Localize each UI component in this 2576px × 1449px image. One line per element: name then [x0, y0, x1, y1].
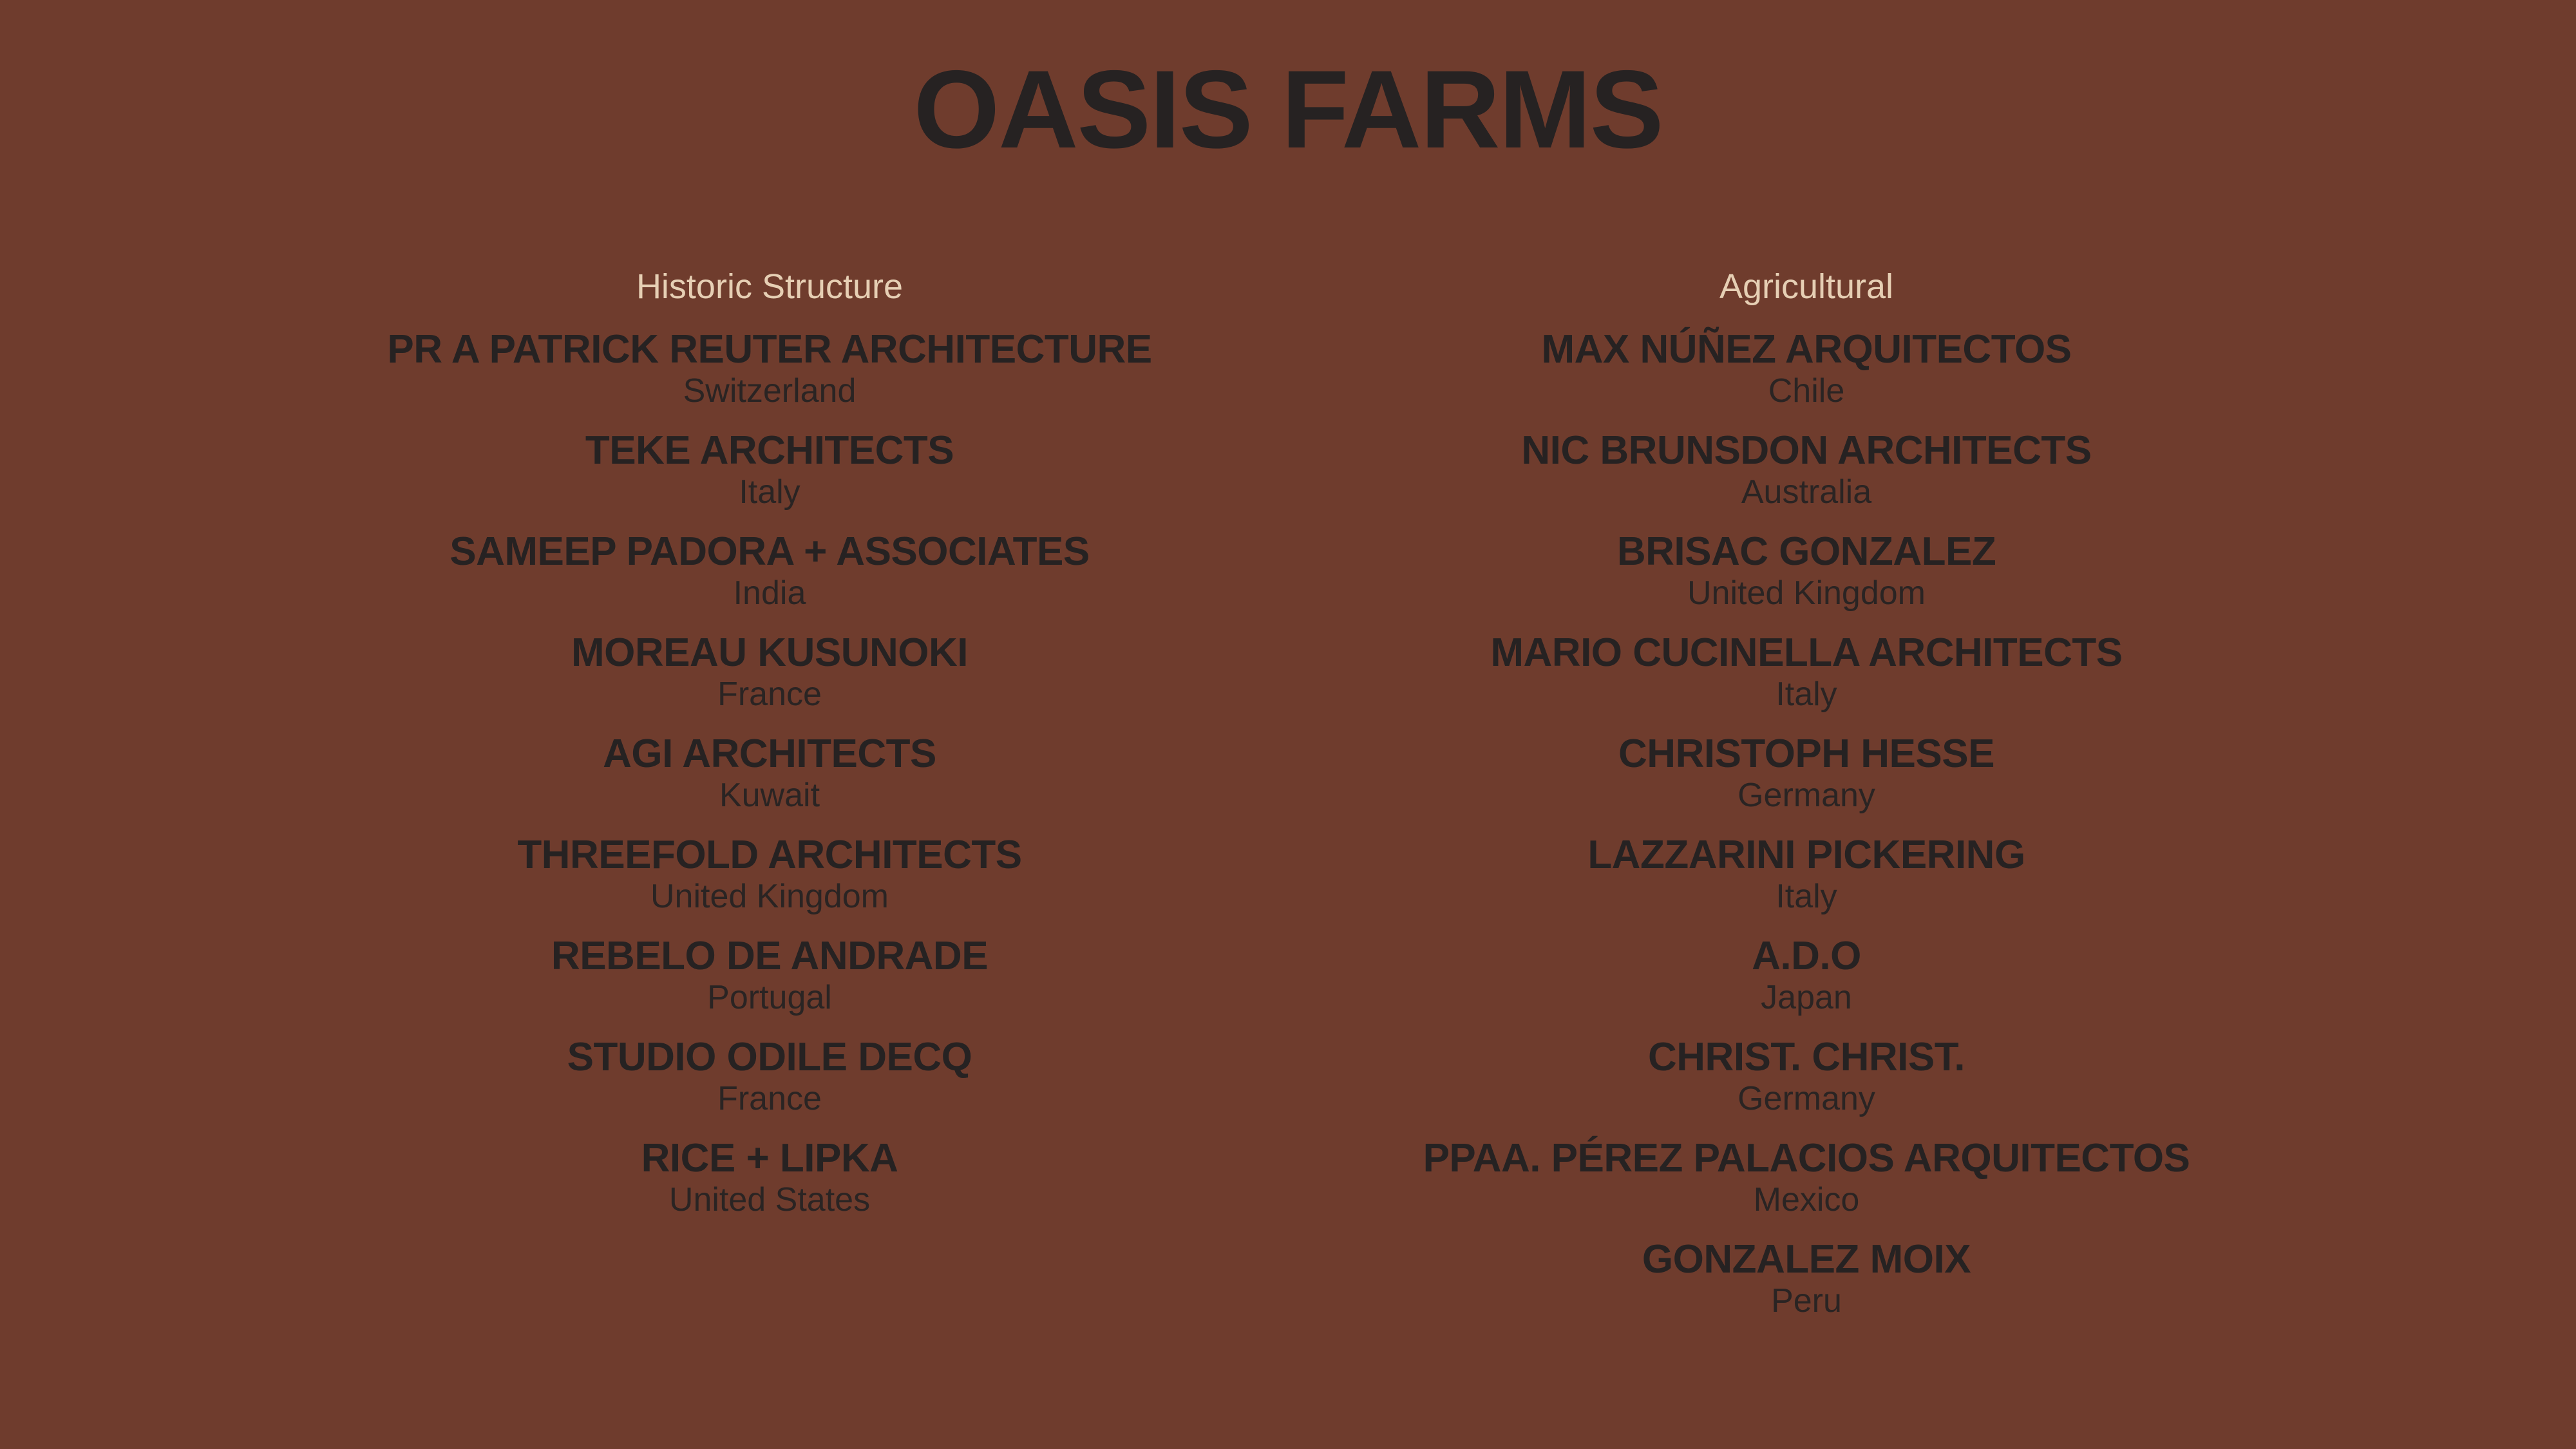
- architect-country: Australia: [1741, 473, 1872, 511]
- architect-country: Chile: [1768, 372, 1845, 410]
- list-item: [287, 1136, 1253, 1237]
- architect-name: PPAA. PÉREZ PALACIOS ARQUITECTOS: [1423, 1136, 2190, 1180]
- architect-country: Switzerland: [683, 372, 857, 410]
- column-agricultural: [1323, 264, 2289, 1338]
- architect-name: BRISAC GONZALEZ: [1616, 529, 1996, 574]
- column-heading: Historic Structure: [636, 267, 904, 306]
- architect-country: Peru: [1771, 1282, 1842, 1320]
- list-item: [1323, 1035, 2289, 1136]
- list-item: [1323, 529, 2289, 630]
- architect-country: Italy: [1776, 676, 1837, 713]
- architect-name: MAX NÚÑEZ ARQUITECTOS: [1541, 327, 2072, 372]
- page-title: OASIS FARMS: [913, 48, 1663, 171]
- architect-name: STUDIO ODILE DECQ: [567, 1035, 972, 1079]
- list-item: [1323, 732, 2289, 833]
- list-item: [287, 833, 1253, 934]
- architect-country: United Kingdom: [1687, 574, 1926, 612]
- architect-country: United Kingdom: [650, 878, 889, 915]
- architect-country: France: [717, 1080, 822, 1117]
- list-item: [1323, 428, 2289, 529]
- architect-country: Germany: [1738, 777, 1875, 814]
- list-item: [1323, 833, 2289, 934]
- architect-name: SAMEEP PADORA + ASSOCIATES: [450, 529, 1090, 574]
- list-item: [1323, 327, 2289, 428]
- column-historic-structure: [287, 264, 1253, 1237]
- list-item: [287, 934, 1253, 1035]
- list-item: [287, 529, 1253, 630]
- architect-name: TEKE ARCHITECTS: [585, 428, 954, 473]
- column-heading: Agricultural: [1719, 267, 1894, 306]
- list-item: [287, 732, 1253, 833]
- architect-name: LAZZARINI PICKERING: [1587, 833, 2025, 877]
- architect-name: GONZALEZ MOIX: [1642, 1237, 1971, 1282]
- architect-country: United States: [668, 1181, 871, 1218]
- architect-country: France: [717, 676, 822, 713]
- architect-name: PR A PATRICK REUTER ARCHITECTURE: [387, 327, 1152, 372]
- architect-country: Japan: [1761, 979, 1852, 1016]
- architect-country: Italy: [739, 473, 800, 511]
- architect-name: RICE + LIPKA: [641, 1136, 898, 1180]
- list-item: [287, 630, 1253, 732]
- architect-name: NIC BRUNSDON ARCHITECTS: [1521, 428, 2092, 473]
- architect-name: MARIO CUCINELLA ARCHITECTS: [1490, 630, 2123, 675]
- architect-country: Germany: [1738, 1080, 1875, 1117]
- architect-name: REBELO DE ANDRADE: [551, 934, 989, 978]
- list-item: [1323, 1237, 2289, 1338]
- architect-country: Mexico: [1753, 1181, 1860, 1218]
- architect-country: Portugal: [707, 979, 832, 1016]
- list-item: [287, 327, 1253, 428]
- list-item: [1323, 934, 2289, 1035]
- list-item: [287, 1035, 1253, 1136]
- architect-name: A.D.O: [1752, 934, 1861, 978]
- list-item: [1323, 1136, 2289, 1237]
- architect-country: India: [733, 574, 806, 612]
- list-item: [287, 428, 1253, 529]
- architect-country: Kuwait: [719, 777, 820, 814]
- architect-name: MOREAU KUSUNOKI: [571, 630, 968, 675]
- list-item: [1323, 630, 2289, 732]
- architect-name: CHRISTOPH HESSE: [1618, 732, 1994, 776]
- architect-name: THREEFOLD ARCHITECTS: [517, 833, 1022, 877]
- architect-name: CHRIST. CHRIST.: [1648, 1035, 1965, 1079]
- architect-name: AGI ARCHITECTS: [603, 732, 936, 776]
- architect-country: Italy: [1776, 878, 1837, 915]
